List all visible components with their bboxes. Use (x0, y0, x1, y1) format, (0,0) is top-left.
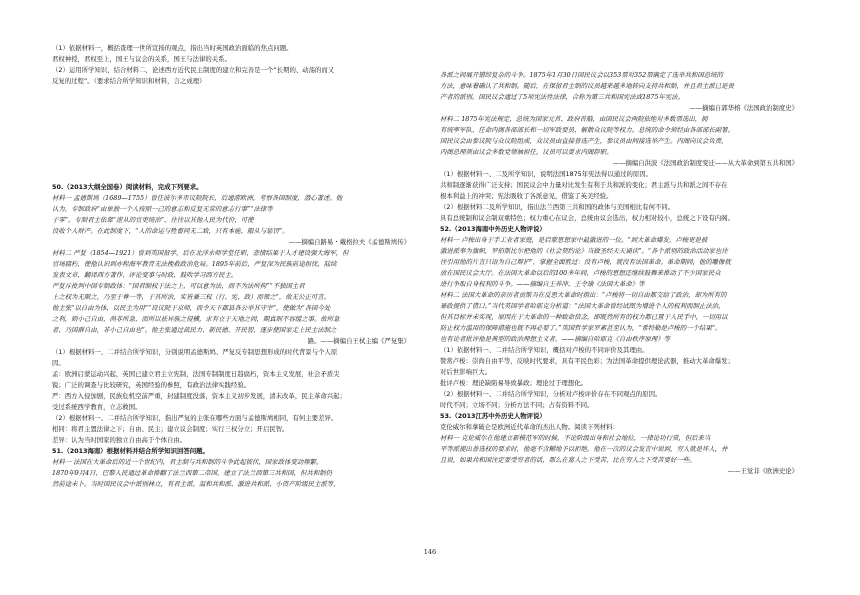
text-line: 各派之间展开错综复杂的斗争。1875年1月30日国民议会以353票对352票确定了选举共和国总统的 (440, 71, 723, 79)
text-line: 之利，则小己自由，尚非所急，而所以祛异族之侵横，求有立于天地之间，期真则不容缓之事。故所急 (52, 315, 340, 323)
text-line: 材料二 法国大革命的亲历者贡斯当在反思大革命时指出：“卢梭将一切自由都交给了政治，却为所有的 (440, 291, 727, 299)
text-line: 严：西方入侵加剧，民族危机空前严重，封建制度没落，资本主义初步发展，清末改革，民主革命兴起； (52, 392, 346, 400)
question-heading: 52.（2013海南中外历史人物评说） (440, 225, 546, 233)
citation: ——摘编自郭华榕《法国政治制度史》 (689, 104, 798, 112)
text-line: 内阁总理须由议会多数党领袖担任，议员可以要求内阁辞职。 (440, 148, 613, 156)
text-line: 差异：认为当时国家的独立自由高于个体自由。 (52, 436, 187, 444)
text-line: 孟：欧洲启蒙运动兴起，英国已建立君主立宪制，法国专制制度日趋腐朽，资本主义发展，社会矛盾尖 (52, 370, 340, 378)
text-line: 暴政提供了借口。”当代英国学者哈耶克分析道：“法国大革命曾经试图为增进个人的权利而制止法治， (440, 302, 725, 310)
text-line: 受过系统西学教育，立志救国。 (52, 403, 142, 411)
text-line: （2）根据材料一、二并结合所学知识，指出严复的主张在哪些方面与孟德斯鸠相同，有何主要差异。 (52, 414, 338, 422)
text-line: 材料二 严复（1854—1921）曾到英国留学，后在北洋水师学堂任职，悲愤结果于人才建设强大海军，但 (52, 249, 349, 257)
citation: ——王觉非《欧洲史论》 (727, 467, 798, 475)
page-number: 146 (423, 548, 437, 556)
text-line: 但其目标并未实现，原因在于大革命的一种致命信念，即既然所有的权力都已置于人民手中，一切用以 (440, 313, 728, 321)
text-line: 产者的派别。国民议会通过了5项宪法性法律，合称为第三共和国宪法或1875年宪法。 (440, 93, 684, 101)
text-line: 官场腐朽，使他认识到亦程海军教育无法挽救政治危局。1895年前后，严复深为民族前途担忧，陆续 (52, 260, 337, 268)
text-line: 发表文章，翻译西方著作，评论变事与时政，鼓吹学习西方民主。 (52, 271, 238, 279)
text-line: 相同：将君主置法律之下；自由、民主；建立议会制度；实行三权分立；开启民智。 (52, 425, 289, 433)
text-line: 时代不同；立场不同；分析方法不同；占有资料不同。 (440, 401, 594, 409)
text-line: 材料一 孟德斯鸠（1689—1755）曾任波尔多市议院院长，后通游欧洲，考察各国制度，潜心著述。他 (52, 194, 343, 202)
text-line: （1）根据材料一、二及所学知识，说明法国1875年宪法得以通过的原因。 (440, 170, 653, 178)
text-line: 激进派奉为旗帜，罗伯斯比尔把他的《社会契约论》当做圣经天天诵读”。“各个派别的政治活动家也往 (440, 247, 728, 255)
text-line: 方法，意味着确认了共和制。随后，在保留君主制的议员越来越多地转向支持共和制，并且君主派已是贵 (440, 82, 734, 90)
text-line: 者，乃国群自由，非小己自由也”。他主张通过裁民力、新民德、开民智，逐步使国家走上民主法制之 (52, 326, 337, 334)
text-line: 严复斥批判中国专制政体：“国君制权于法之上，可以意为法，而不为法所拘”“不独国主君 (52, 282, 305, 290)
text-line: （1）依据材料一，概括查理一世所宣扬的观点，指出当时英国政治面临的焦点问题。 (52, 44, 293, 52)
citation: 路。——摘编自王栻主编《严复集》 (307, 337, 410, 345)
text-line: 材料一 卢梭出身于手工业者家庭，是启蒙思想家中最激进的一位。“到大革命爆发，卢梭更是被 (440, 236, 708, 244)
text-line: 锐；广泛的调查与比较研究，英国经验的参照，有政治法律实践经验。 (52, 381, 251, 389)
question-heading: 53.（2013江苏中外历史人物评说） (440, 412, 546, 420)
text-line: 放在国民议会大厅。在法国大革命以后的100多年间，卢梭的思想还继续鼓舞来推动了不少国家民众 (440, 269, 721, 277)
text-line: 且说，如果共和国注定要受穷者的话，那么在富人之下受苦，比在穷人之下受苦要好一些。 (440, 456, 696, 464)
text-line: 没收个人财产。在此制度下，“人的命运与牲畜同无二致，只有本能、服从与惩罚”。 (52, 227, 289, 235)
text-line: 然前途未卜。当时国民议会中派别林立，有君主派、温和共和派、激进共和派、小资产阶级民主派等， (52, 480, 340, 488)
text-line: 材料一 克伦威尔在他建立新模范军的时候，不论阶级出身和社会地位，一律论功行赏，但后来当 (440, 434, 711, 442)
text-line: 他主张“以自由为体，以民主为用”“设议院于京师，而令天下郡县各公举其守宰”，使做为“各国今处 (52, 304, 331, 312)
text-line: 对后世影响巨大。 (440, 368, 492, 376)
question-heading: 51.（2013海南）根据材料并结合所学知识回答问题。 (52, 447, 209, 455)
text-line: （2）运用所学知识，结合材料二，论述西方近代民主制度的建立和完善是一个“长期的、动荡的而又 (52, 66, 335, 74)
text-line: （1）根据材料一、二并结合所学知识，分别说明孟德斯鸠、严复反专制思想形成的时代背景与个人原 (52, 348, 338, 356)
text-line: 因。 (52, 359, 65, 367)
text-line: 赞赏卢梭：崇尚自由平等，反映时代要求，具有平民色彩；为法国革命提供理论武器，推动大革命爆发； (440, 357, 734, 365)
text-line: 防止权力滥用的保障措施也就不再必要了。”英国哲学家罗素甚至认为，“希特勒是卢梭的一个结果”。 (440, 324, 722, 332)
text-line: 君权神授，君权至上，国王与议会的关系，国王与法律的关系。 (52, 55, 231, 63)
text-line: 也有论者批评他是典型的政治理想主义者。——摘编自哈耶克《自由秩序原理》等 (440, 335, 671, 343)
text-line: 材料二 1875年宪法规定，总统为国家元首、政府首脑，由国民议会两院依绝对多数票选出，拥 (440, 115, 708, 123)
text-line: 往引用他的片言只语为自己辩护”，掌握全面胜过：没有卢梭，就没有法国革命。革命期间，他的雕像就 (440, 258, 731, 266)
text-line: 认为，专制政府“由单独一个人按照一己的意志和反复无常的意志行事”“法律等 (52, 205, 273, 213)
citation: ——摘编自洪波《法国政治制度变迁——从大革命到第五共和国》 (612, 159, 798, 167)
text-line: 上之权为无限之，乃至于尊一等，于其所治，实皆兼三权（行、宪、政）而领之”，故无公正可言。 (52, 293, 331, 301)
question-heading: 50.（2013大纲全国卷）阅读材料，完成下列要求。 (52, 183, 203, 191)
text-line: （2）根据材料二及所学知识，指出法兰西第三共和国的政体与美国相比有何不同。 (440, 203, 675, 211)
text-line: 平等派提出普选权的要求时，他毫不含糊地予以拒绝。他在一次的议会发言中说到，穷人就是坏人，并 (440, 445, 728, 453)
text-line: 克伦威尔和拿破仑是欧洲近代革命的杰出人物。阅读下列材料： (440, 423, 619, 431)
text-line: （1）依据材料一、二并结合所学知识，概括对卢梭的不同评价及其理由。 (440, 346, 649, 354)
text-line: 进行争取自身权利的斗争。——摘编自王养冲、王令瑜《法国大革命》等 (440, 280, 645, 288)
text-line: 于零”。专制君主依靠“逆从的官吏统治”，往往以其他人民为代价，可使 (52, 216, 254, 224)
text-line: （2）根据材料一、二并结合所学知识，分析对卢梭评价存在不同观点的原因。 (440, 390, 662, 398)
text-line: 材料一 法国在大革命后的近一个世纪内，君主制与共和制的斗争此起彼伏，国家政体变动频繁。 (52, 458, 323, 466)
text-line: 有统率军队、任命内阁各部部长和一切军政要员、解散众议院等权力。总统的命令须经由各部部长副署。 (440, 126, 734, 134)
text-line: 共和制逐渐获得广泛支持；国民议会中力量对比发生有利于共和派的变化；君主派与共和派之间不存在 (440, 181, 728, 189)
text-line: 国民议会由参议院与众议院组成，众议员由直接普选产生，参议员由间接选举产生。内阁向议会负责， (440, 137, 728, 145)
text-line: 1870年9月4日，巴黎人民通过革命推翻了法兰西第二帝国，建立了法兰西第三共和国，但共和制仍 (52, 469, 333, 477)
citation: ——摘编自路易・戴格拉夫《孟德斯鸠传》 (288, 238, 410, 246)
text-line: 根本利益上的冲突；宪法吸收了各派意见，借鉴了英美经验。 (440, 192, 613, 200)
text-line: 批评卢梭：理论缺陷易导致暴政；理论过于理想化。 (440, 379, 587, 387)
text-line: 具有总统制和议会制双重特色；权力重心在议会，总统由议会选出，权力相对较小，总统之下设有内阁。 (440, 214, 734, 222)
text-line: 反复的过程”。（要求结合所学知识和材料，言之成理） (52, 77, 206, 85)
